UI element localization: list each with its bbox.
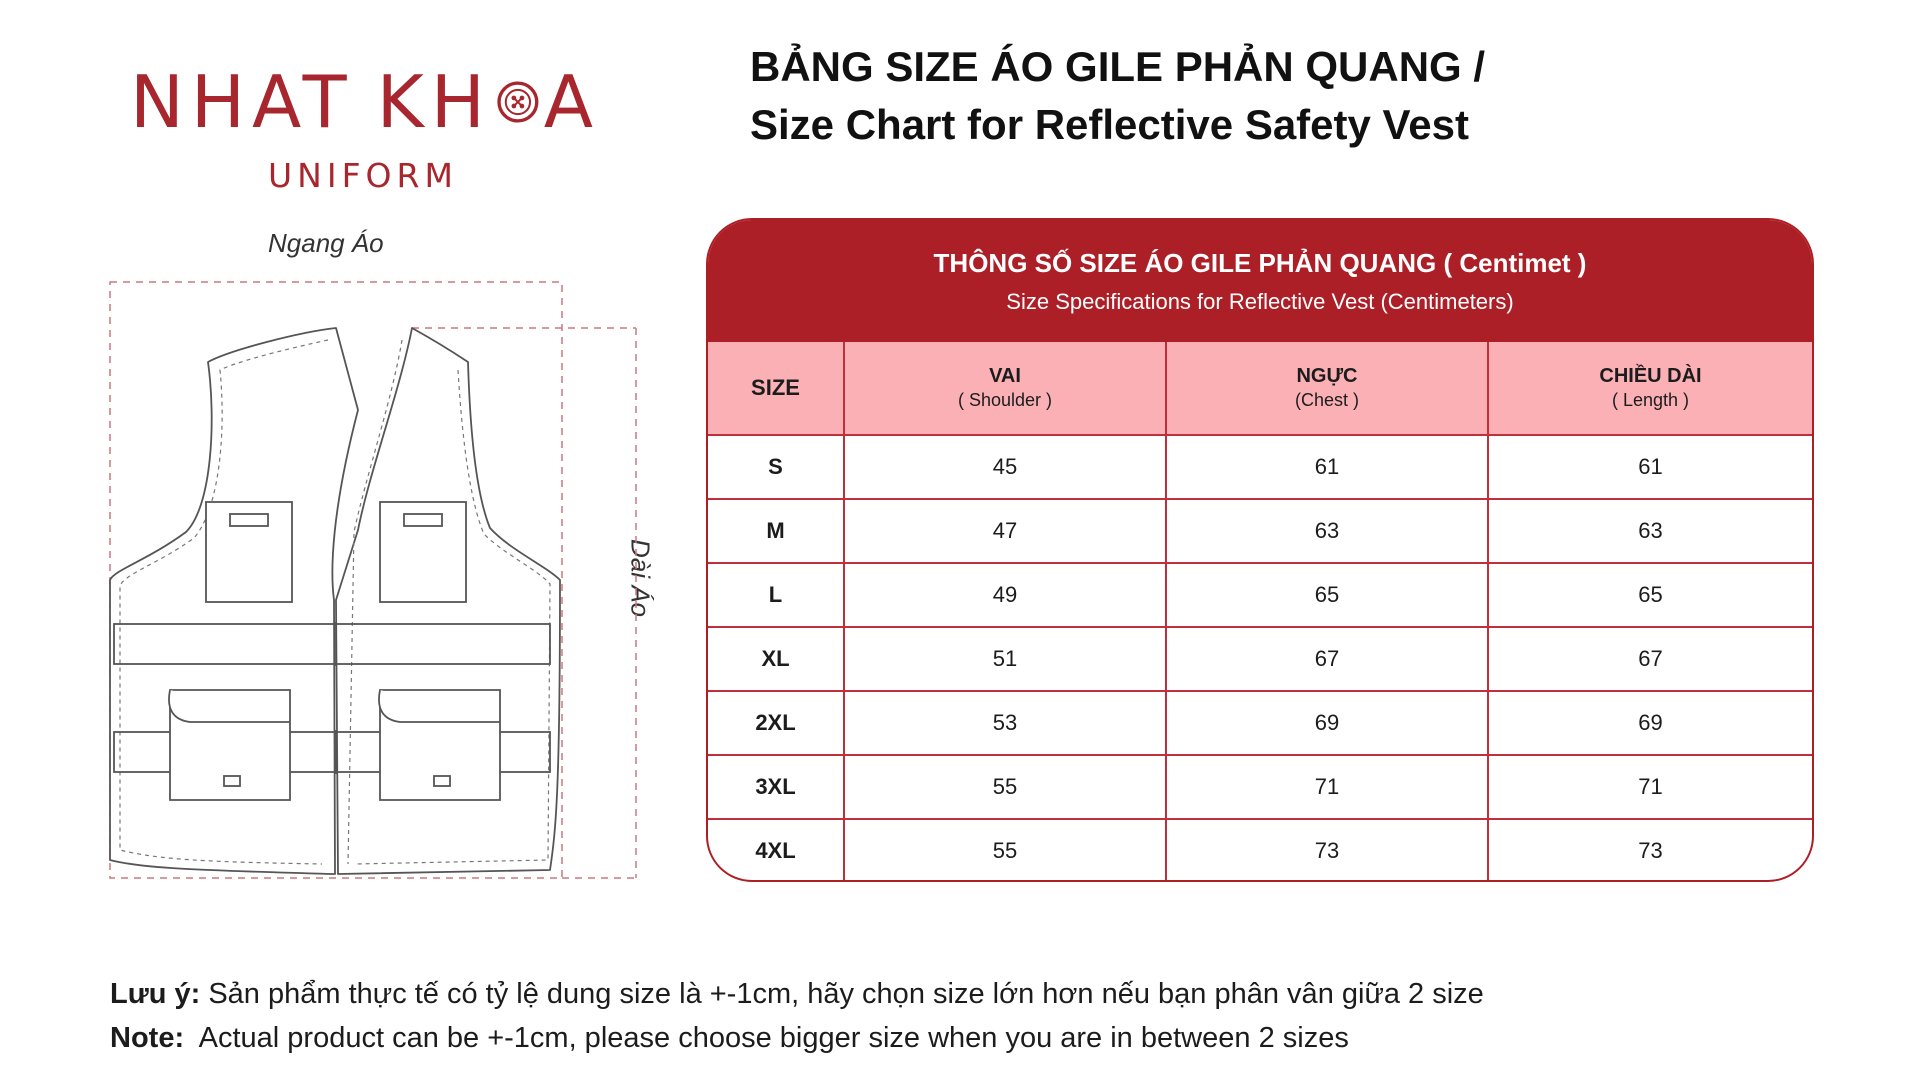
table-row — [708, 435, 1812, 499]
chest-cell: 63 — [1166, 499, 1488, 563]
shoulder-cell: 49 — [844, 563, 1166, 627]
size-cell: 3XL — [708, 755, 844, 819]
logo-subtitle: UNIFORM — [268, 156, 458, 195]
header-chest: NGỰC (Chest ) — [1166, 342, 1488, 435]
width-label: Ngang Áo — [268, 228, 384, 258]
table-row — [708, 627, 1812, 691]
size-note — [110, 972, 1484, 1060]
length-cell: 67 — [1488, 627, 1812, 691]
shoulder-cell: 45 — [844, 435, 1166, 499]
length-label: Dài Áo — [625, 538, 656, 618]
size-cell: 2XL — [708, 691, 844, 755]
page-title — [750, 38, 1485, 154]
size-cell: M — [708, 499, 844, 563]
size-cell: S — [708, 435, 844, 499]
title-line-en: Size Chart for Reflective Safety Vest — [750, 101, 1469, 148]
brand-logo — [130, 60, 600, 195]
table-row — [708, 563, 1812, 627]
logo-wordmark — [130, 60, 600, 144]
length-cell: 69 — [1488, 691, 1812, 755]
note-vi: Lưu ý: Sản phẩm thực tế có tỷ lệ dung size là +-1cm, hãy chọn size lớn hơn nếu bạn phân vân giữa 2 size — [110, 978, 1484, 1010]
table-banner — [708, 220, 1812, 342]
size-table — [706, 218, 1814, 882]
length-cell: 71 — [1488, 755, 1812, 819]
header-size: SIZE — [708, 342, 844, 435]
shoulder-cell: 53 — [844, 691, 1166, 755]
chest-cell: 73 — [1166, 819, 1488, 882]
shoulder-cell: 51 — [844, 627, 1166, 691]
table-banner-subtitle: Size Specifications for Reflective Vest (Centimeters) — [1006, 288, 1514, 314]
header-length: CHIỀU DÀI ( Length ) — [1488, 342, 1812, 435]
length-cell: 73 — [1488, 819, 1812, 882]
size-grid — [708, 342, 1812, 882]
shoulder-cell: 55 — [844, 755, 1166, 819]
header-row — [708, 342, 1812, 435]
table-row — [708, 691, 1812, 755]
table-row — [708, 755, 1812, 819]
logo-word-2b: A — [543, 60, 600, 144]
button-icon — [497, 71, 539, 133]
chest-cell: 67 — [1166, 627, 1488, 691]
logo-word-1: NHAT — [130, 60, 354, 144]
table-row — [708, 819, 1812, 882]
chest-cell: 71 — [1166, 755, 1488, 819]
chest-cell: 65 — [1166, 563, 1488, 627]
chest-cell: 69 — [1166, 691, 1488, 755]
note-en: Note: Actual product can be +-1cm, please choose bigger size when you are in between 2 sizes — [110, 1022, 1349, 1054]
vest-diagram — [100, 270, 650, 890]
length-cell: 61 — [1488, 435, 1812, 499]
title-line-vi: BẢNG SIZE ÁO GILE PHẢN QUANG / — [750, 43, 1486, 90]
table-banner-title: THÔNG SỐ SIZE ÁO GILE PHẢN QUANG ( Centimet ) — [933, 247, 1587, 278]
table-row — [708, 499, 1812, 563]
length-cell: 65 — [1488, 563, 1812, 627]
shoulder-cell: 47 — [844, 499, 1166, 563]
size-cell: 4XL — [755, 838, 796, 863]
size-cell: L — [708, 563, 844, 627]
chest-cell: 61 — [1166, 435, 1488, 499]
length-cell: 63 — [1488, 499, 1812, 563]
size-cell: XL — [708, 627, 844, 691]
logo-word-2a: KH — [376, 60, 492, 144]
header-shoulder: VAI ( Shoulder ) — [844, 342, 1166, 435]
shoulder-cell: 55 — [844, 819, 1166, 882]
